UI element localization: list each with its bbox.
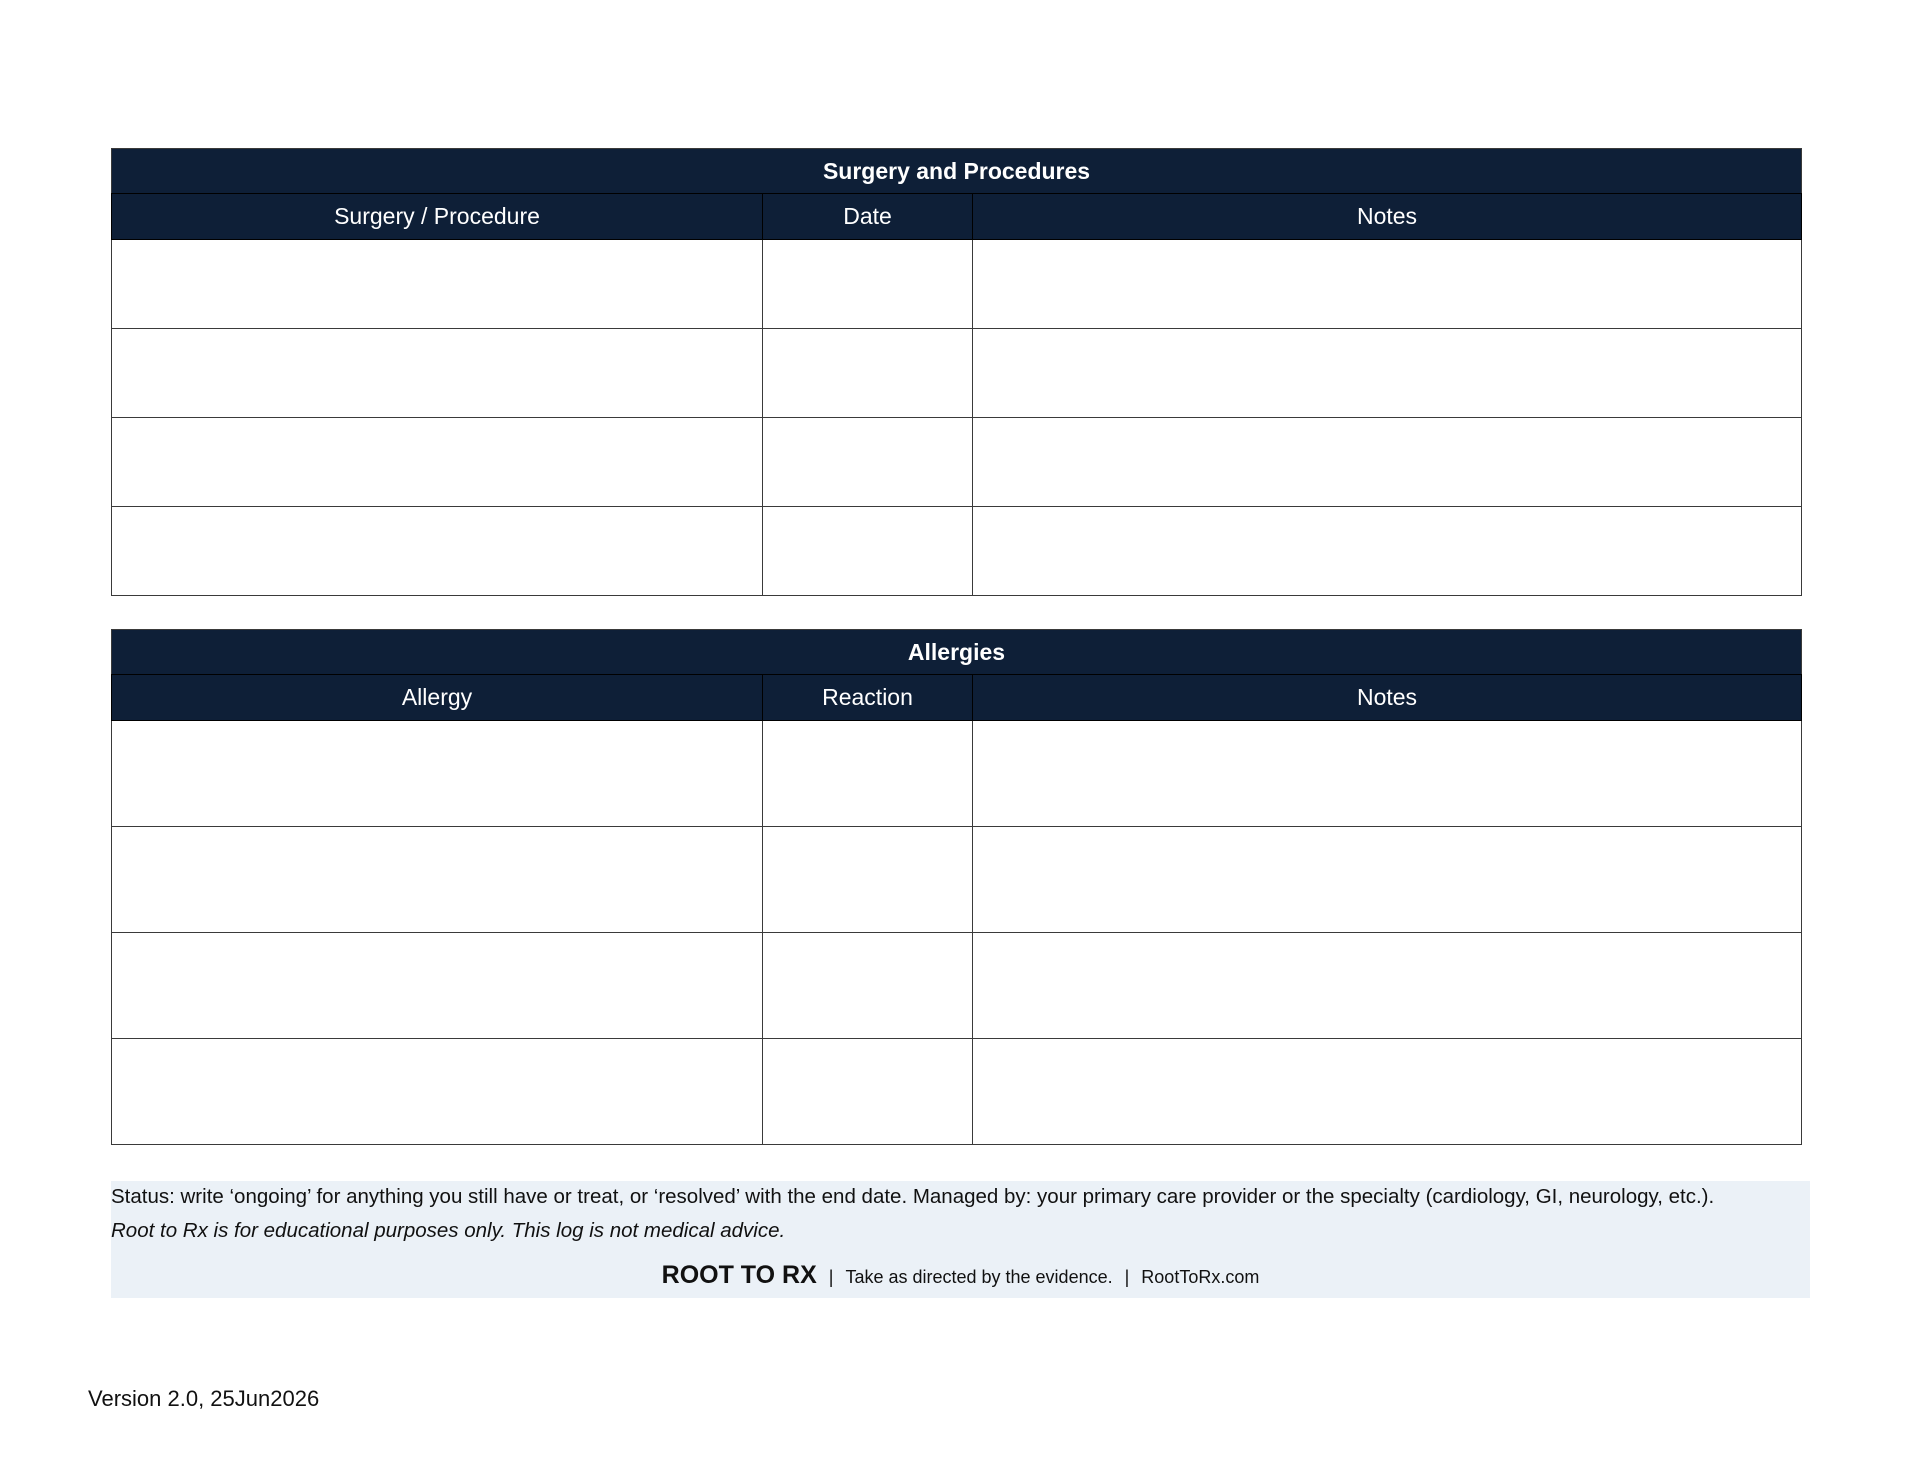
table-row (112, 933, 1802, 1039)
table-row (112, 827, 1802, 933)
reaction-cell[interactable] (763, 827, 973, 933)
notes-cell[interactable] (973, 827, 1802, 933)
status-instructions: Status: write ‘ongoing’ for anything you still have or treat, or ‘resolved’ with the end date. Managed by: your primary care provider or the specialty (cardiology, GI, neurology, etc.). (111, 1185, 1715, 1208)
brand-line (111, 1261, 1810, 1290)
column-header-reaction: Reaction (763, 675, 973, 721)
column-header-allergy: Allergy (112, 675, 763, 721)
table-row (112, 721, 1802, 827)
surgery-procedures-table (111, 148, 1802, 596)
date-cell[interactable] (763, 418, 973, 507)
notes-cell[interactable] (973, 721, 1802, 827)
allergies-table-title: Allergies (112, 630, 1802, 675)
footer-note-box (111, 1181, 1810, 1298)
surgery-procedure-cell[interactable] (112, 240, 763, 329)
column-header-date: Date (763, 194, 973, 240)
column-header-notes: Notes (973, 194, 1802, 240)
reaction-cell[interactable] (763, 1039, 973, 1145)
notes-cell[interactable] (973, 933, 1802, 1039)
date-cell[interactable] (763, 507, 973, 596)
surgery-procedure-cell[interactable] (112, 507, 763, 596)
date-cell[interactable] (763, 240, 973, 329)
table-row (112, 507, 1802, 596)
column-header-notes: Notes (973, 675, 1802, 721)
allergy-cell[interactable] (112, 1039, 763, 1145)
separator: | (828, 1267, 834, 1287)
notes-cell[interactable] (973, 418, 1802, 507)
version-label: Version 2.0, 25Jun2026 (88, 1386, 320, 1411)
notes-cell[interactable] (973, 329, 1802, 418)
table-row (112, 329, 1802, 418)
date-cell[interactable] (763, 329, 973, 418)
surgery-procedure-cell[interactable] (112, 418, 763, 507)
tagline: Take as directed by the evidence. (845, 1267, 1113, 1287)
reaction-cell[interactable] (763, 721, 973, 827)
disclaimer: Root to Rx is for educational purposes only. This log is not medical advice. (111, 1219, 786, 1242)
allergy-cell[interactable] (112, 933, 763, 1039)
surgery-table-title: Surgery and Procedures (112, 149, 1802, 194)
column-header-surgery-procedure: Surgery / Procedure (112, 194, 763, 240)
notes-cell[interactable] (973, 507, 1802, 596)
separator: | (1124, 1267, 1130, 1287)
allergies-table (111, 629, 1802, 1145)
table-row (112, 1039, 1802, 1145)
reaction-cell[interactable] (763, 933, 973, 1039)
table-row (112, 418, 1802, 507)
website-link[interactable]: RootToRx.com (1141, 1267, 1260, 1287)
allergy-cell[interactable] (112, 721, 763, 827)
table-row (112, 240, 1802, 329)
brand-name: ROOT TO RX (661, 1261, 817, 1289)
notes-cell[interactable] (973, 1039, 1802, 1145)
notes-cell[interactable] (973, 240, 1802, 329)
allergy-cell[interactable] (112, 827, 763, 933)
surgery-procedure-cell[interactable] (112, 329, 763, 418)
